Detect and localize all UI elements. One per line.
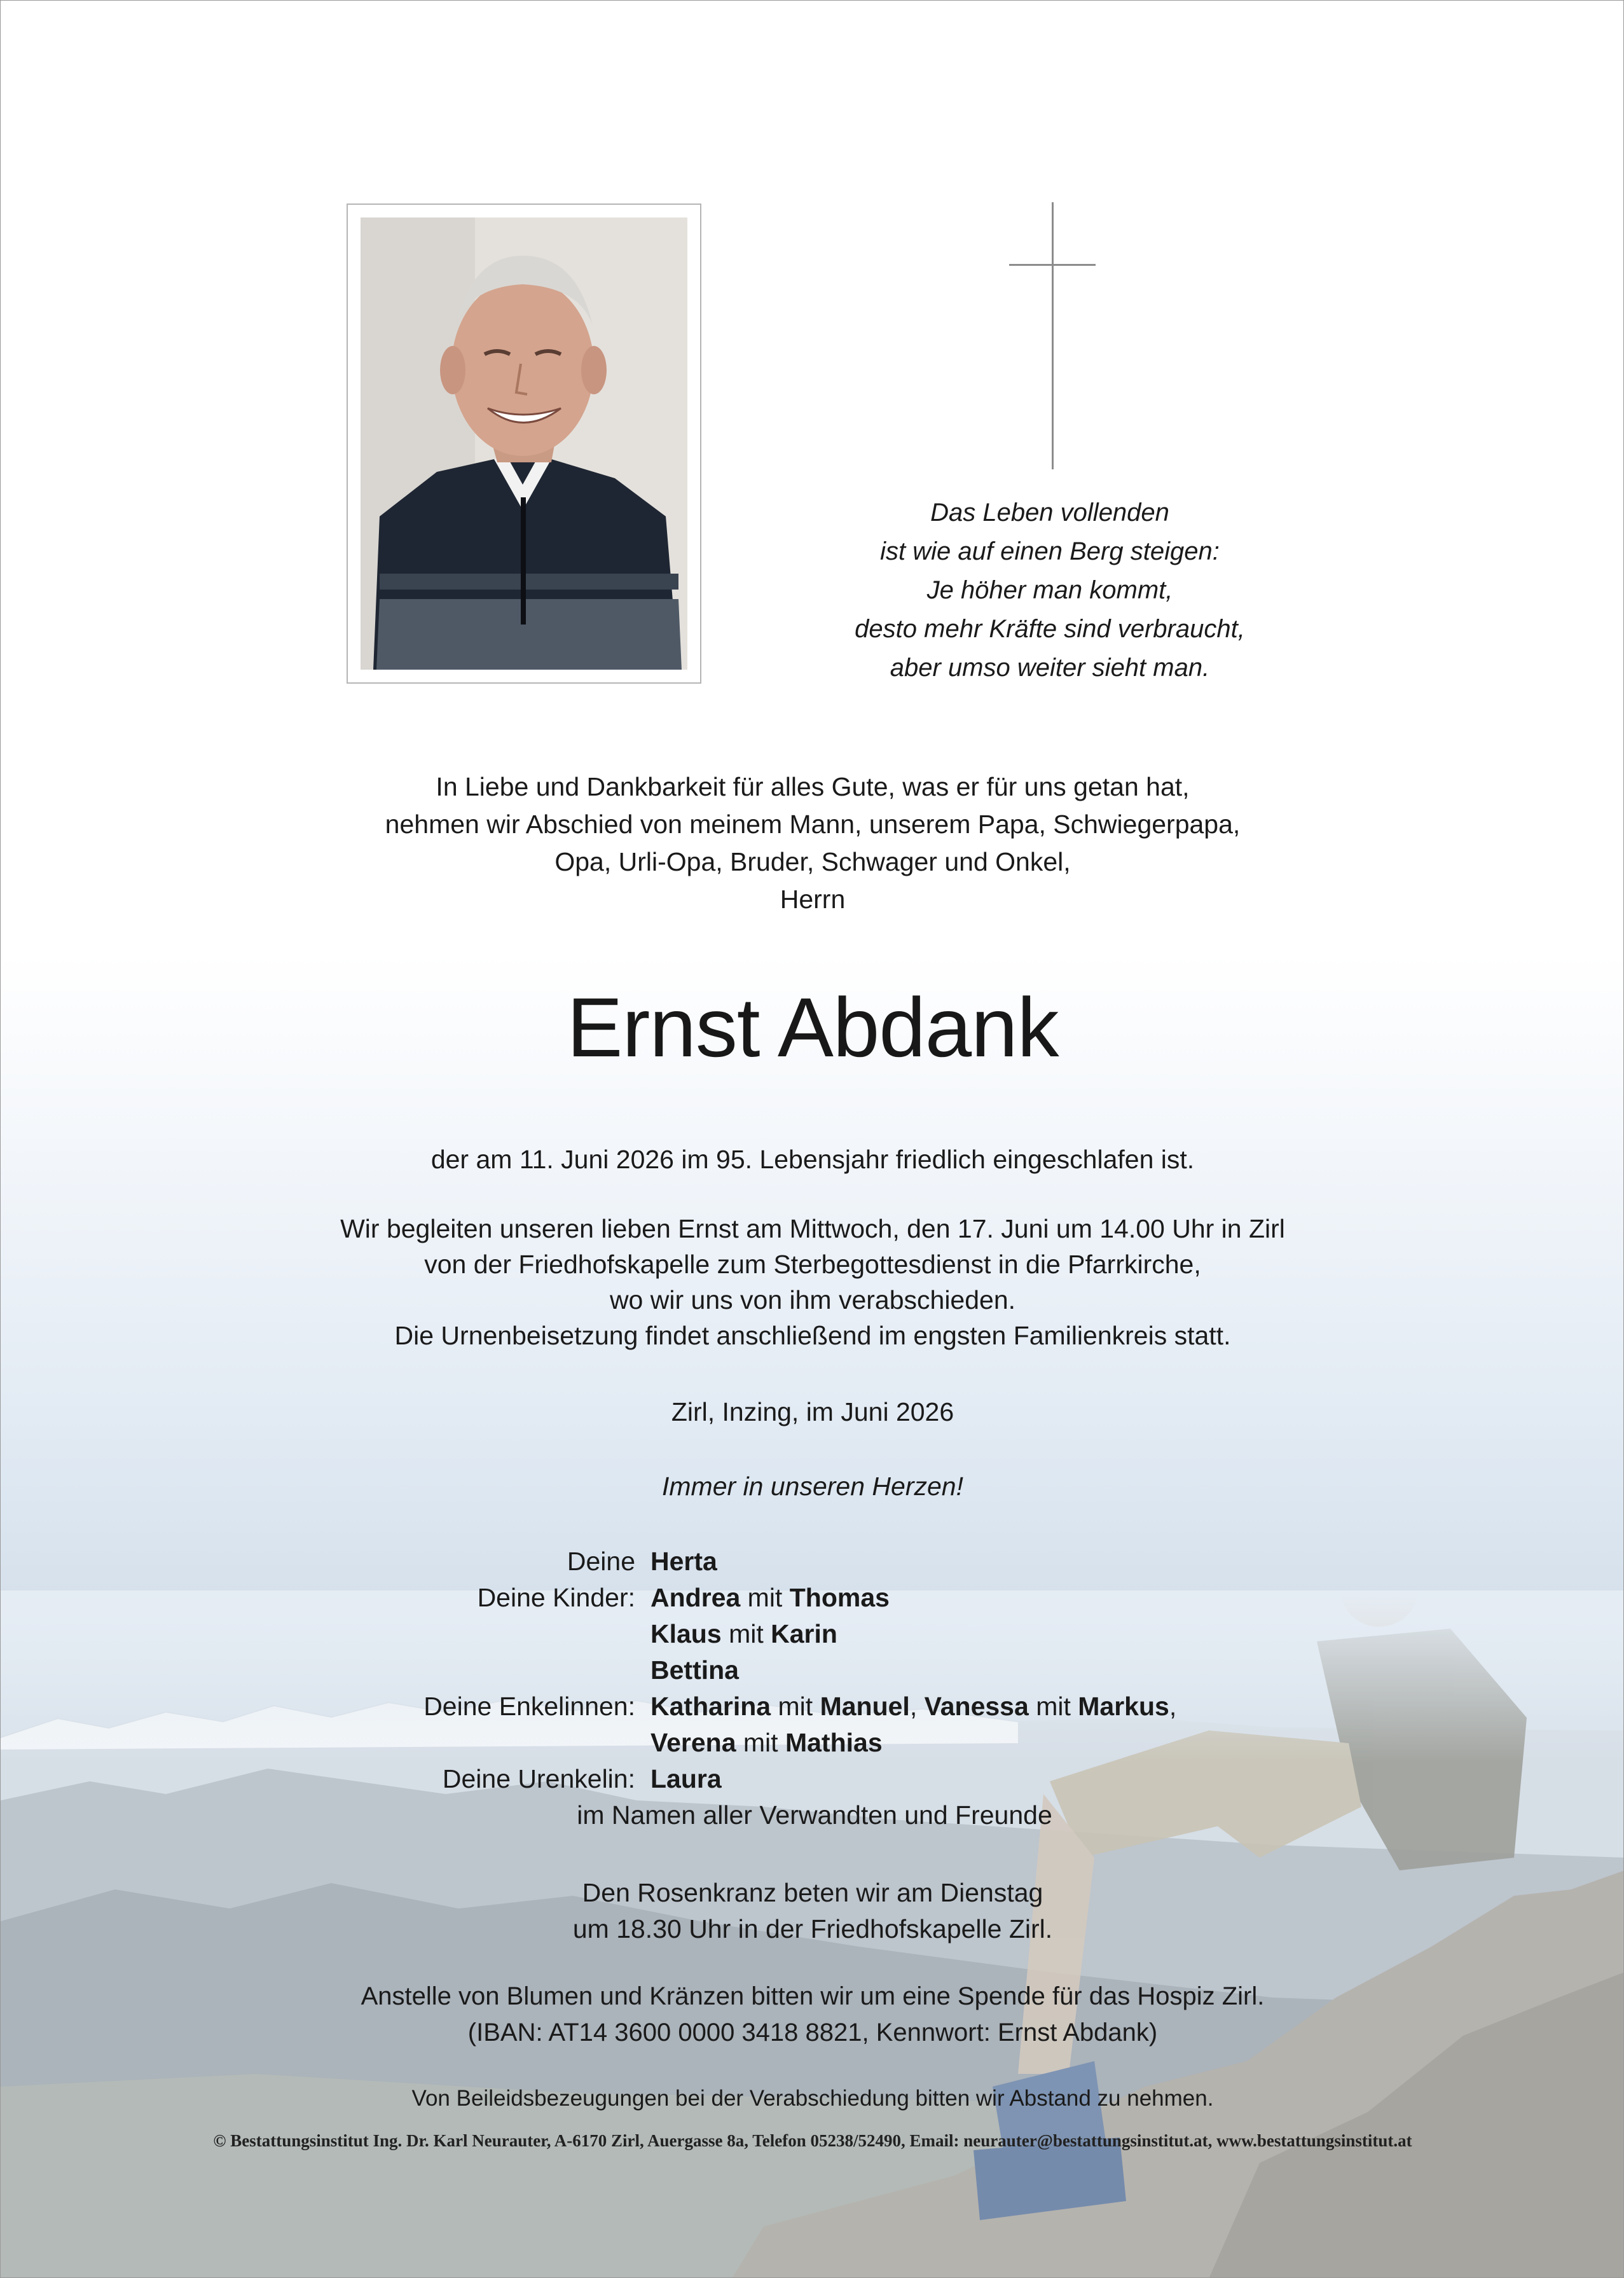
mourner-name: Klaus [650,1619,722,1648]
connector-word: mit [747,1583,783,1612]
rosary-info [1,1875,1624,1947]
relation-label: Deine Enkelinnen: [423,1692,635,1721]
mourner-row-children-2 [1,1616,1624,1652]
portrait-photo [361,217,687,670]
mourner-name: Thomas [789,1583,890,1612]
deceased-name: Ernst Abdank [567,981,1059,1074]
motto: Immer in unseren Herzen! [662,1472,963,1501]
connector-word: mit [778,1692,813,1721]
mourner-names [650,1652,739,1688]
mourner-names [650,1725,883,1761]
service-line: von der Friedhofskapelle zum Sterbegottesdienst in die Pfarrkirche, [424,1250,1201,1279]
mourner-row-behalf [1,1797,1624,1833]
intro-line: In Liebe und Dankbarkeit für alles Gute, was er für uns getan hat, [436,772,1190,801]
mourner-name: Bettina [650,1655,739,1685]
mourner-name: Verena [650,1728,736,1757]
mourner-names [650,1543,717,1580]
rosary-line: Den Rosenkranz beten wir am Dienstag [582,1878,1043,1907]
portrait-frame [347,204,701,684]
verse-line: Das Leben vollenden [930,499,1169,527]
donation-line: (IBAN: AT14 3600 0000 3418 8821, Kennwort: Ernst Abdank) [467,2019,1158,2047]
intro-text [1,768,1624,918]
service-info [1,1211,1624,1353]
separator: , [909,1692,918,1721]
footer-imprint: © Bestattungsinstitut Ing. Dr. Karl Neurauter, A-6170 Zirl, Auergasse 8a, Telefon 05238/52490, Email: neurauter@bestattungsinstitut.at, www.bestattungsinstitut.at [213,2131,1412,2150]
verse-line: ist wie auf einen Berg steigen: [880,537,1220,565]
mourner-names [650,1688,1176,1725]
mourner-name: Karin [771,1619,837,1648]
mourner-row-grandchildren-2 [1,1725,1624,1761]
verse-line: desto mehr Kräfte sind verbraucht, [855,615,1245,643]
intro-line: Opa, Urli-Opa, Bruder, Schwager und Onkel, [554,847,1071,876]
mourner-name: Mathias [785,1728,883,1757]
behalf-text: im Namen aller Verwandten und Freunde [577,1800,1052,1830]
death-notice: der am 11. Juni 2026 im 95. Lebensjahr friedlich eingeschlafen ist. [430,1145,1195,1174]
cross-icon-horizontal [1009,264,1096,266]
relation-label: Deine [567,1547,635,1576]
mourner-names [650,1580,890,1616]
mourner-row-wife [1,1543,1624,1580]
relation-label: Deine Kinder: [477,1583,635,1612]
mourner-names [650,1761,722,1797]
mourner-name: Markus [1078,1692,1169,1721]
mourner-row-children-3 [1,1652,1624,1688]
intro-line: Herrn [780,885,846,914]
mourner-row-children [1,1580,1624,1616]
place-date: Zirl, Inzing, im Juni 2026 [671,1397,954,1426]
service-line: wo wir uns von ihm verabschieden. [609,1285,1016,1315]
mourner-name: Laura [650,1764,722,1793]
relation-label: Deine Urenkelin: [442,1764,635,1793]
mourner-name: Andrea [650,1583,741,1612]
mourner-names [650,1616,837,1652]
verse [764,494,1336,687]
connector-word: mit [729,1619,764,1648]
mourner-name: Manuel [820,1692,910,1721]
intro-line: nehmen wir Abschied von meinem Mann, unserem Papa, Schwiegerpapa, [385,810,1241,839]
separator: , [1169,1692,1177,1721]
condolence-request: Von Beileidsbezeugungen bei der Verabschiedung bitten wir Abstand zu nehmen. [411,2086,1214,2111]
mourner-name: Herta [650,1547,717,1576]
connector-word: mit [743,1728,778,1757]
donation-line: Anstelle von Blumen und Kränzen bitten wir um eine Spende für das Hospiz Zirl. [361,1982,1265,2010]
mourner-row-grandchildren [1,1688,1624,1725]
mourner-name: Vanessa [924,1692,1029,1721]
mourner-name: Katharina [650,1692,771,1721]
cross-icon-vertical [1052,202,1054,469]
service-line: Wir begleiten unseren lieben Ernst am Mittwoch, den 17. Juni um 14.00 Uhr in Zirl [340,1214,1285,1243]
donation-info [1,1978,1624,2051]
rosary-line: um 18.30 Uhr in der Friedhofskapelle Zirl. [572,1914,1053,1943]
mourner-row-great-grandchild [1,1761,1624,1797]
service-line: Die Urnenbeisetzung findet anschließend im engsten Familienkreis statt. [394,1321,1231,1350]
connector-word: mit [1036,1692,1071,1721]
verse-line: Je höher man kommt, [926,576,1173,604]
verse-line: aber umso weiter sieht man. [890,654,1210,682]
